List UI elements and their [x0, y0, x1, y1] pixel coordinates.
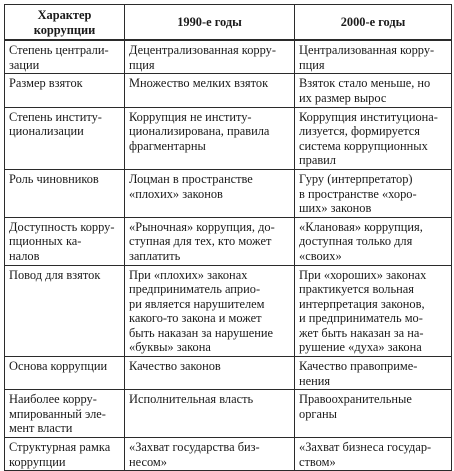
cell-1990s: Исполнительная власть	[125, 390, 295, 438]
row-label-cell: Наиболее корру- мпированный эле- мент власти	[5, 390, 125, 438]
header-cell-characteristic: Характер коррупции	[5, 5, 125, 41]
cell-2000s: «Захват бизнеса государ- ством»	[295, 438, 452, 471]
table-row	[5, 390, 452, 438]
cell-2000s: Централизованная корру- пция	[295, 40, 452, 74]
row-label-cell: Роль чиновников	[5, 169, 125, 217]
table-header-row	[5, 5, 452, 41]
row-label-cell: Повод для взяток	[5, 265, 125, 357]
table-row	[5, 357, 452, 390]
cell-1990s: Коррупция не институ- ционализирована, правила фрагментарны	[125, 107, 295, 169]
table-row	[5, 169, 452, 217]
table-row	[5, 438, 452, 471]
cell-1990s: Множество мелких взяток	[125, 74, 295, 107]
table-row	[5, 107, 452, 169]
cell-1990s: «Захват государства биз- несом»	[125, 438, 295, 471]
cell-2000s: Взяток стало меньше, но их размер вырос	[295, 74, 452, 107]
cell-2000s: При «хороших» законах практикуется вольная интерпретация законов, и предприниматель мо- жет быть наказан за на- рушение «духа» закона	[295, 265, 452, 357]
header-cell-1990s: 1990-е годы	[125, 5, 295, 41]
cell-1990s: «Рыночная» коррупция, до- ступная для тех, кто может заплатить	[125, 217, 295, 265]
cell-1990s: При «плохих» законах предприниматель априо- ри является нарушителем какого-то закона и может быть наказан за нарушение «буквы» закона	[125, 265, 295, 357]
row-label-cell: Основа коррупции	[5, 357, 125, 390]
cell-1990s: Лоцман в пространстве «плохих» законов	[125, 169, 295, 217]
cell-2000s: Гуру (интерпретатор) в пространстве «хоро- ших» законов	[295, 169, 452, 217]
table-row	[5, 265, 452, 357]
cell-2000s: «Клановая» коррупция, доступная только для «своих»	[295, 217, 452, 265]
row-label-cell: Степень централи- зации	[5, 40, 125, 74]
header-cell-2000s: 2000-е годы	[295, 5, 452, 41]
cell-2000s: Качество правоприме- нения	[295, 357, 452, 390]
row-label-cell: Степень институ- ционализации	[5, 107, 125, 169]
cell-1990s: Децентрализованная корру- пция	[125, 40, 295, 74]
table-row	[5, 40, 452, 74]
cell-2000s: Правоохранительные органы	[295, 390, 452, 438]
table-row	[5, 74, 452, 107]
cell-2000s: Коррупция институциона- лизуется, формируется система коррупционных правил	[295, 107, 452, 169]
row-label-cell: Доступность корру- пционных ка- налов	[5, 217, 125, 265]
corruption-comparison-table	[4, 4, 452, 471]
cell-1990s: Качество законов	[125, 357, 295, 390]
table-row	[5, 217, 452, 265]
row-label-cell: Структурная рамка коррупции	[5, 438, 125, 471]
row-label-cell: Размер взяток	[5, 74, 125, 107]
